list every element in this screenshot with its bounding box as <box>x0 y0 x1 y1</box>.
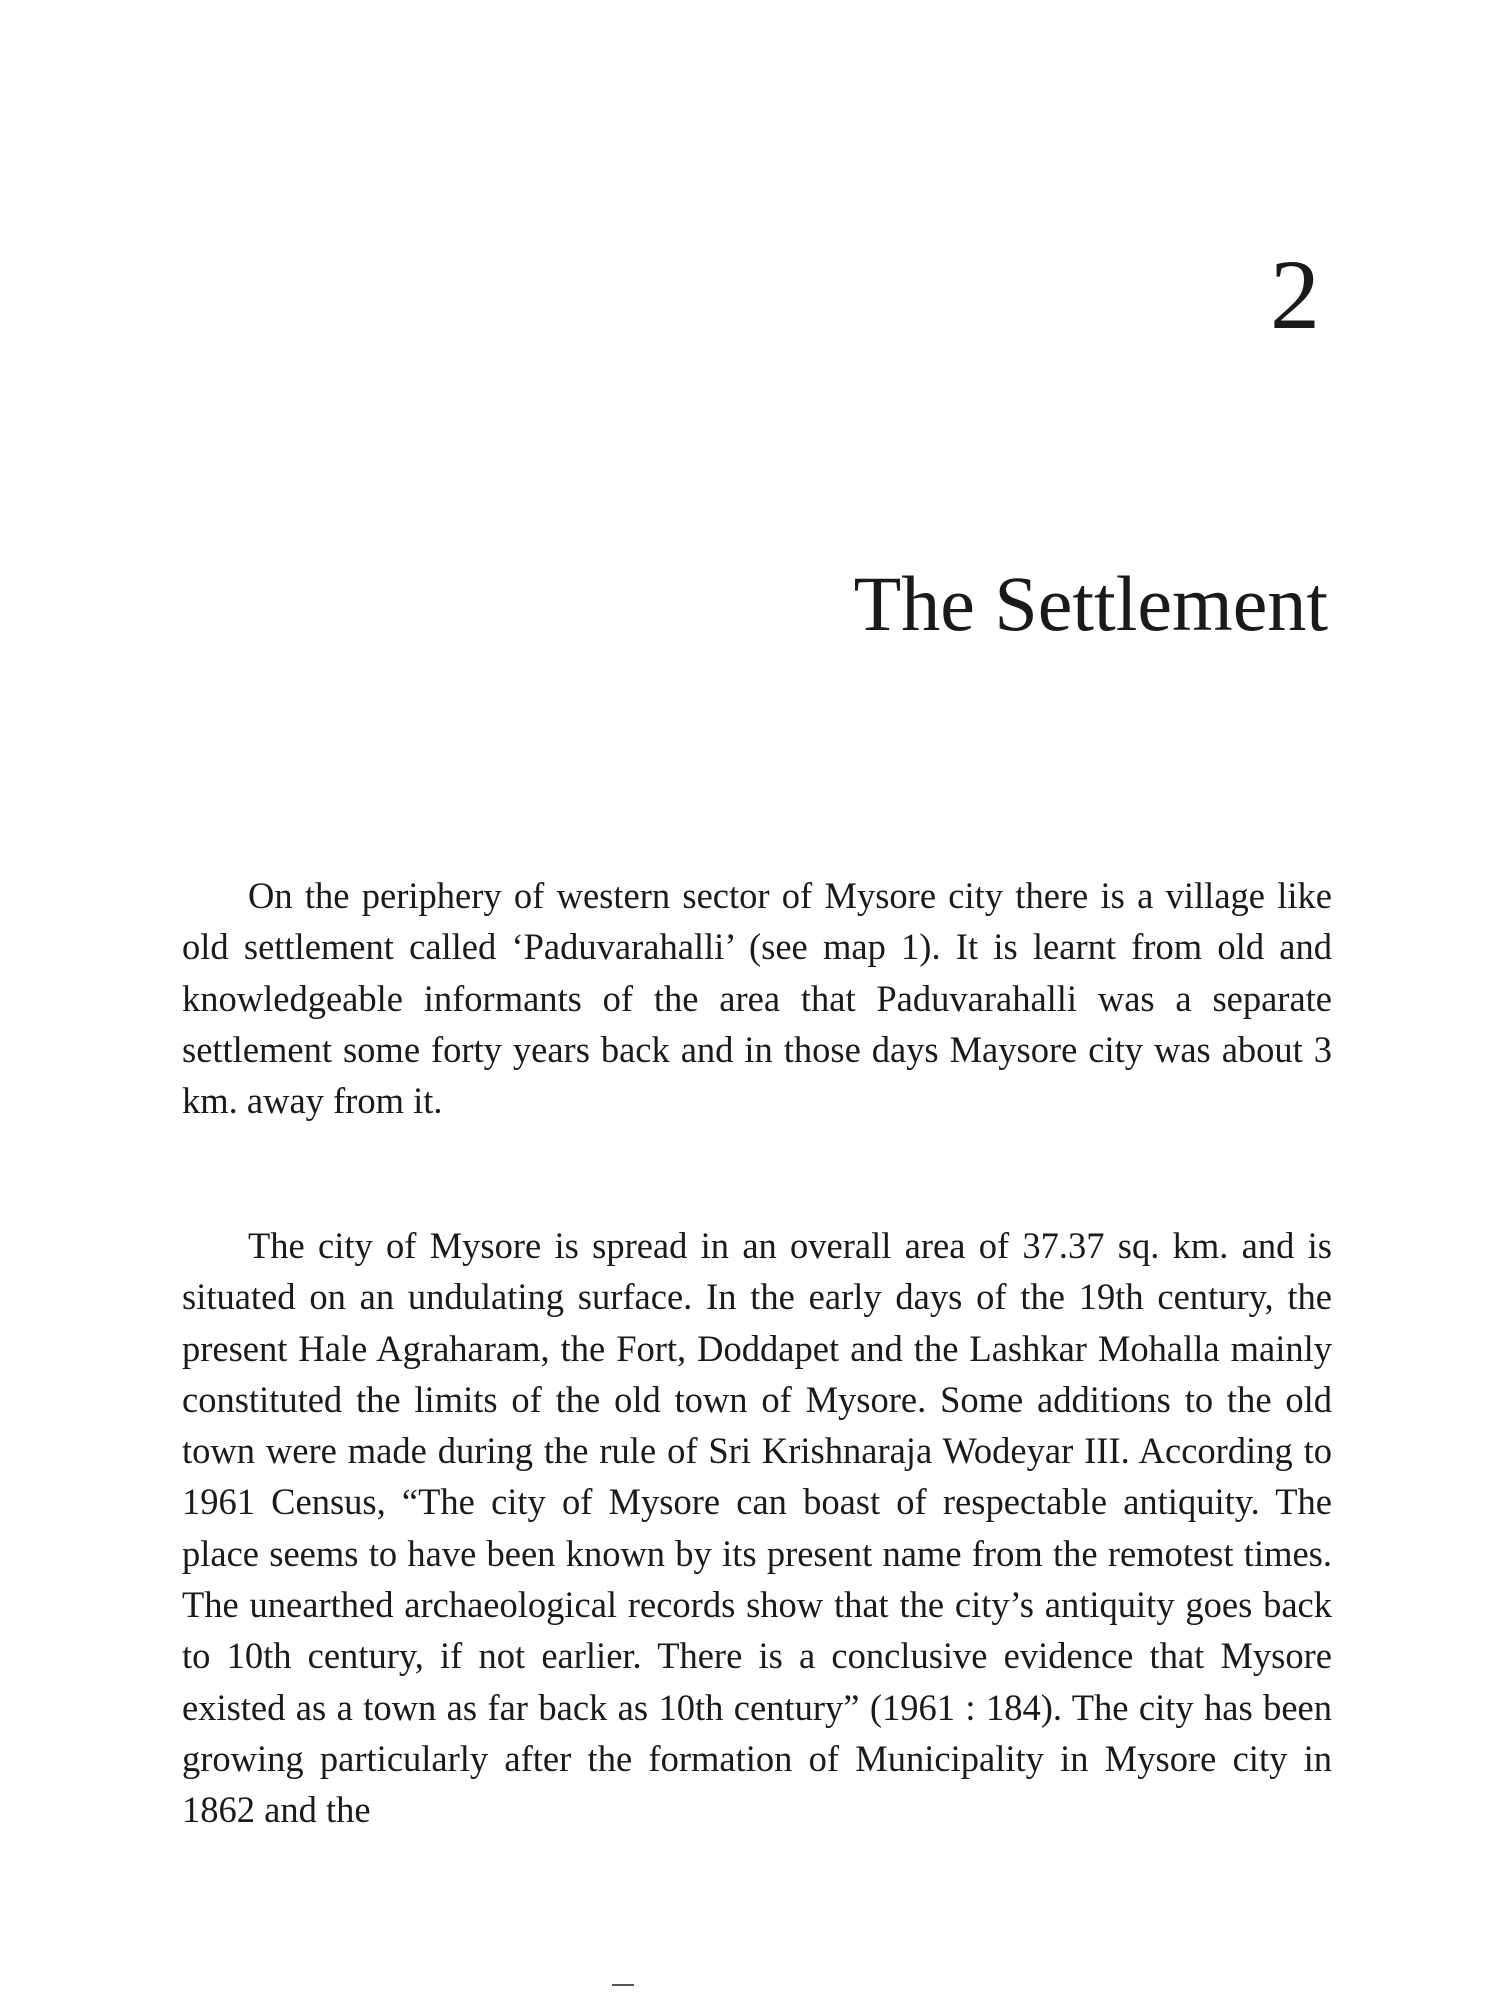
body-paragraph: The city of Mysore is spread in an overall area of 37.37 sq. km. and is situated on an undulating surface. In the early days of the 19th century, the present Hale Agraharam, the Fort, Doddapet and the Lashkar Mohalla mainly constituted the limits of the old town of Mysore. Some additions to the old town were made during the rule of Sri Krishnaraja Wodeyar III. According to 1961 Census, “The city of Mysore can boast of respectable antiquity. The place seems to have been known by its present name from the remotest times. The unearthed archaeological records show that the city’s antiquity goes back to 10th century, if not earlier. There is a conclusive evidence that Mysore existed as a town as far back as 10th century” (1961 : 184). The city has been growing particularly after the formation of Municipality in Mysore city in 1862 and the <box>182 1225 1332 1831</box>
chapter-number: 2 <box>1270 239 1320 350</box>
body-paragraph: On the periphery of western sector of Mysore city there is a village like old settlement called ‘Paduvarahalli’ (see map 1). It is learnt from old and knowledgeable informants of the area that Paduvarahalli was a separate settlement some forty years back and in those days Maysore city was about 3 km. away from it. <box>182 875 1332 1122</box>
footer-dash-mark <box>612 1984 634 1986</box>
chapter-title: The Settlement <box>853 560 1328 647</box>
